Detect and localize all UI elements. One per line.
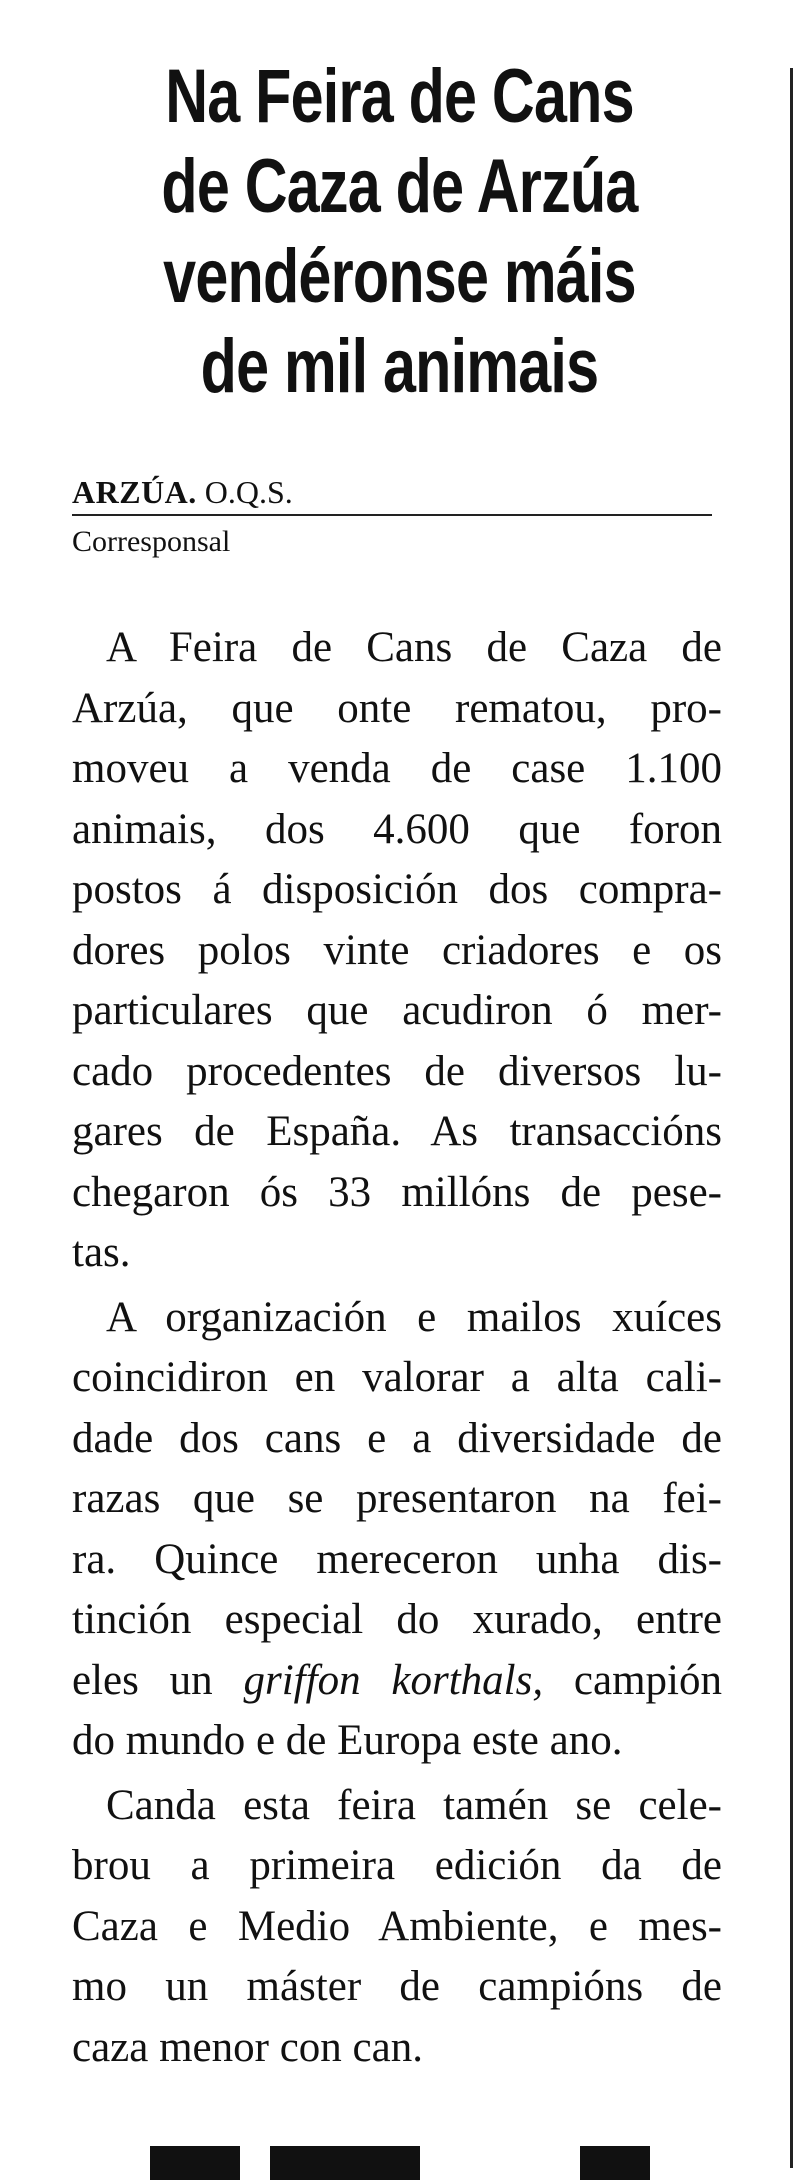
headline-line: de Caza de Arzúa bbox=[161, 144, 638, 229]
byline-role: Corresponsal bbox=[72, 525, 231, 558]
paragraph bbox=[72, 618, 722, 1284]
text-line: gares de España. As transaccións bbox=[72, 1108, 722, 1155]
text-line: animais, dos 4.600 que foron bbox=[72, 805, 722, 853]
text-fragment: eles un bbox=[72, 1656, 244, 1704]
text-line: caza menor con can. bbox=[72, 2023, 423, 2071]
headline bbox=[144, 52, 655, 412]
byline bbox=[72, 472, 712, 516]
headline-line: vendéronse máis bbox=[163, 234, 636, 319]
text-line: cado procedentes de diversos lu- bbox=[72, 1047, 722, 1095]
text-line: brou a primeira edición da de bbox=[72, 1842, 722, 1889]
text-line: chegaron ós 33 millóns de pese- bbox=[72, 1168, 722, 1216]
text-line: postos á disposición dos compra- bbox=[72, 866, 722, 913]
text-line: do mundo e de Europa este ano. bbox=[72, 1717, 623, 1764]
article-body bbox=[72, 618, 722, 2078]
next-article-headline-fragment bbox=[150, 2140, 710, 2180]
text-line: tas. bbox=[72, 1229, 131, 1276]
text-line: dade dos cans e a diversidade de bbox=[72, 1414, 722, 1462]
cropped-glyph bbox=[150, 2146, 240, 2180]
byline-author: O.Q.S. bbox=[204, 474, 293, 510]
column-rule bbox=[790, 68, 793, 2168]
cropped-glyph bbox=[270, 2146, 420, 2180]
headline-line: Na Feira de Cans bbox=[165, 54, 634, 139]
text-line: razas que se presentaron na fei- bbox=[72, 1475, 722, 1522]
text-line: coincidiron en valorar a alta cali- bbox=[72, 1354, 722, 1401]
text-line bbox=[72, 1651, 722, 1712]
paragraph bbox=[72, 1776, 722, 2079]
text-line: Arzúa, que onte rematou, pro- bbox=[72, 684, 722, 732]
cropped-glyph bbox=[580, 2146, 650, 2180]
headline-line: de mil animais bbox=[200, 324, 599, 409]
news-article bbox=[72, 52, 727, 2082]
byline-place: ARZÚA. bbox=[72, 474, 197, 510]
text-line: A organización e mailos xuíces bbox=[106, 1293, 722, 1341]
breed-name: griffon korthals, bbox=[243, 1656, 544, 1704]
paragraph bbox=[72, 1288, 722, 1772]
text-line: Canda esta feira tamén se cele- bbox=[106, 1781, 722, 1829]
text-line: A Feira de Cans de Caza de bbox=[106, 624, 722, 671]
text-line: tinción especial do xurado, entre bbox=[72, 1596, 722, 1643]
text-line: moveu a venda de case 1.100 bbox=[72, 745, 722, 792]
text-fragment: campión bbox=[543, 1656, 722, 1704]
text-line: mo un máster de campións de bbox=[72, 1963, 722, 2010]
text-line: ra. Quince mereceron unha dis- bbox=[72, 1535, 722, 1583]
text-line: particulares que acudiron ó mer- bbox=[72, 987, 722, 1034]
text-line: Caza e Medio Ambiente, e mes- bbox=[72, 1902, 722, 1950]
text-line: dores polos vinte criadores e os bbox=[72, 926, 722, 974]
